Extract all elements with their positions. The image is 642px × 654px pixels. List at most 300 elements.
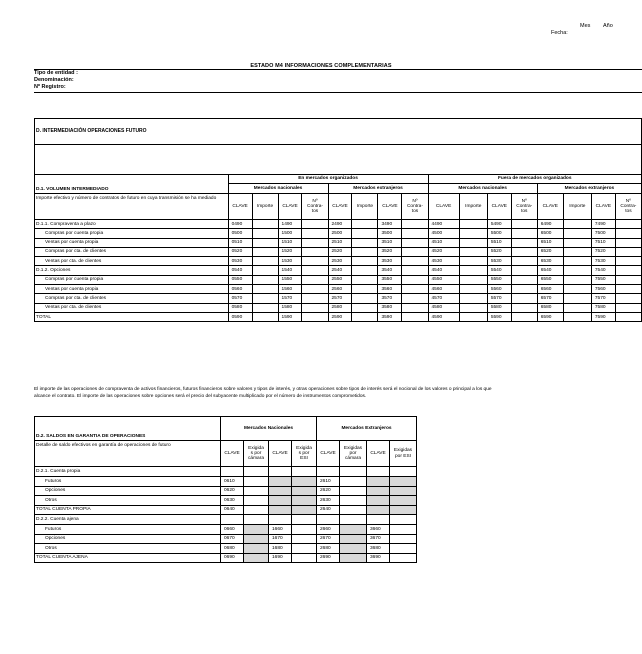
note-line-2: alcance el contrato. El importe de las operaciones sobre opciones será el precio del subyacente multiplicado por el número de instrumentos comprometidos.: [34, 393, 367, 399]
clave-code: 0640: [221, 505, 244, 515]
clave-code: 4590: [428, 312, 459, 321]
value-cell: [511, 257, 537, 266]
clave-code: 5580: [487, 303, 511, 312]
group-mercados-extranjeros: Mercados Extranjeros: [317, 417, 417, 441]
empty-cell: [317, 467, 340, 477]
clave-code: 4500: [428, 229, 459, 238]
table-row: [35, 553, 417, 563]
value-cell: [563, 303, 591, 312]
clave-code: 2500: [328, 229, 352, 238]
col-clave: CLAVE: [221, 441, 244, 467]
col-importe: Importe: [352, 194, 378, 220]
clave-code: 1690: [269, 553, 292, 563]
clave-code: 1500: [278, 229, 302, 238]
clave-code: 1540: [278, 266, 302, 275]
value-cell: [244, 496, 269, 506]
clave-code: 4540: [428, 266, 459, 275]
clave-code: 7570: [591, 294, 615, 303]
value-cell: [615, 312, 641, 321]
clave-code: 3570: [378, 294, 402, 303]
section-d-title: D. INTERMEDIACIÓN OPERACIONES FUTURO: [35, 119, 642, 145]
value-cell: [244, 486, 269, 496]
clave-code: 1530: [278, 257, 302, 266]
clave-code: 6540: [537, 266, 563, 275]
clave-code: 1580: [278, 303, 302, 312]
mes-label: Mes: [580, 23, 591, 29]
value-cell: [563, 312, 591, 321]
clave-code: 1550: [278, 275, 302, 284]
clave-code: 6510: [537, 238, 563, 247]
value-cell: [252, 294, 278, 303]
clave-code: 3540: [378, 266, 402, 275]
value-cell: [615, 303, 641, 312]
col-exigidas-camara: Exigidas por cámara: [340, 441, 367, 467]
clave-code: 4570: [428, 294, 459, 303]
shaded-cell: [390, 477, 417, 487]
blank-row: [35, 145, 642, 175]
value-cell: [402, 294, 428, 303]
clave-code: 1560: [278, 285, 302, 294]
clave-code: 7510: [591, 238, 615, 247]
clave-code: 0550: [228, 275, 252, 284]
clave-code: 5570: [487, 294, 511, 303]
clave-code: 3690: [367, 553, 390, 563]
value-cell: [292, 553, 317, 563]
saldos-garantia-table: [34, 416, 417, 563]
value-cell: [292, 534, 317, 544]
value-cell: [459, 220, 487, 229]
clave-code: 4560: [428, 285, 459, 294]
value-cell: [302, 312, 328, 321]
clave-code: 2550: [328, 275, 352, 284]
clave-code: 1660: [269, 525, 292, 535]
clave-code: 6560: [537, 285, 563, 294]
clave-code: 5590: [487, 312, 511, 321]
col-exigidas-esi: Exigidas por ESI: [390, 441, 417, 467]
row-label: Opciones: [35, 486, 221, 496]
table-row: [35, 220, 642, 229]
col-importe: Importe: [252, 194, 278, 220]
col-clave: CLAVE: [487, 194, 511, 220]
clave-code: 1520: [278, 247, 302, 256]
shaded-cell: [390, 486, 417, 496]
shaded-cell: [244, 544, 269, 554]
table-row: [35, 285, 642, 294]
empty-cell: [390, 515, 417, 525]
value-cell: [302, 266, 328, 275]
value-cell: [511, 220, 537, 229]
clave-code: 1670: [269, 534, 292, 544]
value-cell: [402, 275, 428, 284]
clave-code: 0610: [221, 477, 244, 487]
value-cell: [302, 247, 328, 256]
shaded-cell: [269, 486, 292, 496]
col-clave: CLAVE: [367, 441, 390, 467]
table-row: [35, 505, 417, 515]
clave-code: 1680: [269, 544, 292, 554]
clave-code: 0540: [228, 266, 252, 275]
empty-cell: [367, 515, 390, 525]
value-cell: [402, 266, 428, 275]
fecha-label: Fecha:: [551, 30, 568, 36]
section-label: D.2.1. Cuenta propia: [35, 467, 221, 477]
row-label: Compras por cta. de clientes: [35, 294, 229, 303]
clave-code: 2560: [328, 285, 352, 294]
clave-code: 1590: [278, 312, 302, 321]
table-row: [35, 238, 642, 247]
note-line-1: El importe de las operaciones de compraventa de activos financieros, futuros financieros sobre valores y tipos de interés, y otras operaciones sobre tipos de interés será el nocional de los valores o principal a los que: [34, 387, 492, 392]
clave-code: 3670: [367, 534, 390, 544]
col-clave: CLAVE: [428, 194, 459, 220]
clave-code: 7590: [591, 312, 615, 321]
value-cell: [352, 294, 378, 303]
value-cell: [352, 275, 378, 284]
value-cell: [340, 477, 367, 487]
clave-code: 1510: [278, 238, 302, 247]
section-d-header: [34, 118, 642, 175]
col-importe: Importe: [563, 194, 591, 220]
shaded-cell: [340, 553, 367, 563]
clave-code: 6520: [537, 247, 563, 256]
clave-code: 0500: [228, 229, 252, 238]
sub-mercados-nacionales: Mercados nacionales: [428, 184, 537, 194]
row-label: Otros: [35, 544, 221, 554]
value-cell: [302, 229, 328, 238]
table-row: [35, 303, 642, 312]
clave-code: 0510: [228, 238, 252, 247]
value-cell: [402, 303, 428, 312]
col-clave: CLAVE: [278, 194, 302, 220]
clave-code: 6550: [537, 275, 563, 284]
row-label: Compras por cuenta propia: [35, 275, 229, 284]
empty-cell: [340, 515, 367, 525]
clave-code: 7550: [591, 275, 615, 284]
clave-code: 3500: [378, 229, 402, 238]
value-cell: [459, 285, 487, 294]
clave-code: 2570: [328, 294, 352, 303]
clave-code: 0560: [228, 285, 252, 294]
value-cell: [563, 294, 591, 303]
value-cell: [563, 285, 591, 294]
col-clave: CLAVE: [269, 441, 292, 467]
clave-code: 5550: [487, 275, 511, 284]
value-cell: [390, 544, 417, 554]
row-label: TOTAL CUENTA AJENA: [35, 553, 221, 563]
clave-code: 4510: [428, 238, 459, 247]
value-cell: [459, 266, 487, 275]
table-row: [35, 496, 417, 506]
clave-code: 5560: [487, 285, 511, 294]
value-cell: [459, 294, 487, 303]
value-cell: [615, 257, 641, 266]
clave-code: 7500: [591, 229, 615, 238]
empty-cell: [244, 467, 269, 477]
volumen-intermediado-table: [34, 174, 642, 322]
clave-code: 0520: [228, 247, 252, 256]
empty-cell: [292, 515, 317, 525]
clave-code: 0680: [221, 544, 244, 554]
row-label: Futuros: [35, 477, 221, 487]
clave-code: 3580: [378, 303, 402, 312]
shaded-cell: [367, 477, 390, 487]
value-cell: [340, 486, 367, 496]
empty-cell: [269, 467, 292, 477]
value-cell: [511, 238, 537, 247]
clave-code: 0660: [221, 525, 244, 535]
shaded-cell: [244, 534, 269, 544]
row-label: Otros: [35, 496, 221, 506]
value-cell: [252, 266, 278, 275]
sub-mercados-extranjeros: Mercados extranjeros: [537, 184, 641, 194]
clave-code: 6580: [537, 303, 563, 312]
group-mercados-nacionales: Mercados Nacionales: [221, 417, 317, 441]
empty-cell: [292, 467, 317, 477]
value-cell: [390, 553, 417, 563]
row-label: Compras por cuenta propia: [35, 229, 229, 238]
group-en-mercados: En mercados organizados: [228, 175, 428, 184]
empty-cell: [390, 467, 417, 477]
tipo-entidad-label: Tipo de entidad :: [34, 70, 78, 76]
value-cell: [459, 229, 487, 238]
group-fuera-mercados: Fuera de mercados organizados: [428, 175, 642, 184]
clave-code: 0590: [228, 312, 252, 321]
clave-code: 7540: [591, 266, 615, 275]
value-cell: [511, 266, 537, 275]
empty-cell: [340, 467, 367, 477]
value-cell: [352, 220, 378, 229]
clave-code: 7560: [591, 285, 615, 294]
empty-cell: [317, 515, 340, 525]
clave-code: 2510: [328, 238, 352, 247]
page-title: ESTADO M4 INFORMACIONES COMPLEMENTARIAS: [250, 63, 392, 69]
col-clave: CLAVE: [591, 194, 615, 220]
shaded-cell: [340, 534, 367, 544]
value-cell: [511, 312, 537, 321]
clave-code: 0570: [228, 294, 252, 303]
anio-label: Año: [603, 23, 613, 29]
shaded-cell: [340, 525, 367, 535]
value-cell: [252, 247, 278, 256]
value-cell: [615, 294, 641, 303]
empty-cell: [221, 515, 244, 525]
clave-code: 0530: [228, 257, 252, 266]
value-cell: [252, 303, 278, 312]
clave-code: 0490: [228, 220, 252, 229]
clave-code: 0670: [221, 534, 244, 544]
clave-code: 3520: [378, 247, 402, 256]
clave-code: 1570: [278, 294, 302, 303]
value-cell: [252, 229, 278, 238]
clave-code: 4520: [428, 247, 459, 256]
value-cell: [615, 266, 641, 275]
clave-code: 7580: [591, 303, 615, 312]
value-cell: [292, 544, 317, 554]
value-cell: [402, 229, 428, 238]
shaded-cell: [292, 477, 317, 487]
clave-code: 2490: [328, 220, 352, 229]
clave-code: 3490: [378, 220, 402, 229]
table-row: [35, 477, 417, 487]
value-cell: [252, 285, 278, 294]
clave-code: 5490: [487, 220, 511, 229]
clave-code: 6490: [537, 220, 563, 229]
value-cell: [511, 285, 537, 294]
clave-code: 6500: [537, 229, 563, 238]
value-cell: [459, 238, 487, 247]
shaded-cell: [244, 553, 269, 563]
table-row: [35, 275, 642, 284]
section-row: [35, 515, 417, 525]
col-clave: CLAVE: [328, 194, 352, 220]
value-cell: [563, 220, 591, 229]
col-importe: Importe: [459, 194, 487, 220]
row-label: Compras por cta. de clientes: [35, 247, 229, 256]
value-cell: [352, 257, 378, 266]
value-cell: [563, 257, 591, 266]
value-cell: [352, 266, 378, 275]
clave-code: 2540: [328, 266, 352, 275]
row-label: Ventas por cuenta propia: [35, 238, 229, 247]
table-row: [35, 525, 417, 535]
value-cell: [244, 505, 269, 515]
table-row: [35, 229, 642, 238]
shaded-cell: [269, 505, 292, 515]
value-cell: [511, 275, 537, 284]
d1-title: D.1. VOLUMEN INTERMEDIADO: [35, 175, 229, 194]
col-clave: CLAVE: [317, 441, 340, 467]
clave-code: 2630: [317, 496, 340, 506]
value-cell: [402, 257, 428, 266]
shaded-cell: [244, 525, 269, 535]
clave-code: 0630: [221, 496, 244, 506]
row-label: TOTAL CUENTA PROPIA: [35, 505, 221, 515]
value-cell: [302, 294, 328, 303]
value-cell: [390, 525, 417, 535]
value-cell: [292, 525, 317, 535]
note-text: [34, 387, 642, 400]
empty-cell: [221, 467, 244, 477]
clave-code: 2590: [328, 312, 352, 321]
clave-code: 3660: [367, 525, 390, 535]
divider: [34, 92, 642, 93]
clave-code: 3680: [367, 544, 390, 554]
value-cell: [302, 275, 328, 284]
col-clave: CLAVE: [378, 194, 402, 220]
clave-code: 2530: [328, 257, 352, 266]
value-cell: [402, 312, 428, 321]
clave-code: 5510: [487, 238, 511, 247]
clave-code: 2580: [328, 303, 352, 312]
empty-cell: [269, 515, 292, 525]
value-cell: [459, 247, 487, 256]
value-cell: [459, 257, 487, 266]
empty-cell: [244, 515, 269, 525]
d1-description: Importe efectivo y número de contratos de futuro en cuya transmisión se ha mediado: [35, 194, 229, 220]
value-cell: [340, 505, 367, 515]
clave-code: 7530: [591, 257, 615, 266]
table-row: [35, 312, 642, 321]
shaded-cell: [269, 496, 292, 506]
value-cell: [563, 229, 591, 238]
clave-code: 5530: [487, 257, 511, 266]
col-exigidas-camara: Exigida s por cámara: [244, 441, 269, 467]
value-cell: [615, 275, 641, 284]
clave-code: 3590: [378, 312, 402, 321]
clave-code: 4580: [428, 303, 459, 312]
shaded-cell: [367, 505, 390, 515]
clave-code: 3550: [378, 275, 402, 284]
value-cell: [352, 229, 378, 238]
row-label: Ventas por cuenta propia: [35, 285, 229, 294]
clave-code: 5520: [487, 247, 511, 256]
row-label: D.1.2. Opciones: [35, 266, 229, 275]
value-cell: [302, 285, 328, 294]
clave-code: 2660: [317, 525, 340, 535]
empty-cell: [367, 467, 390, 477]
value-cell: [402, 247, 428, 256]
value-cell: [402, 220, 428, 229]
value-cell: [563, 247, 591, 256]
value-cell: [615, 220, 641, 229]
value-cell: [252, 238, 278, 247]
clave-code: 7490: [591, 220, 615, 229]
value-cell: [563, 275, 591, 284]
d2-title: D.2. SALDOS EN GARANTIA DE OPERACIONES: [35, 417, 221, 441]
clave-code: 4530: [428, 257, 459, 266]
clave-code: 0620: [221, 486, 244, 496]
shaded-cell: [292, 505, 317, 515]
value-cell: [615, 247, 641, 256]
value-cell: [511, 303, 537, 312]
col-exigidas-esi: Exigida s por ESI: [292, 441, 317, 467]
value-cell: [615, 229, 641, 238]
clave-code: 2640: [317, 505, 340, 515]
col-numero-contratos: Nº Contra- tos: [402, 194, 428, 220]
value-cell: [563, 266, 591, 275]
shaded-cell: [390, 505, 417, 515]
clave-code: 1490: [278, 220, 302, 229]
clave-code: 2520: [328, 247, 352, 256]
value-cell: [459, 312, 487, 321]
col-numero-contratos: Nº Contra- tos: [511, 194, 537, 220]
value-cell: [563, 238, 591, 247]
row-label: Opciones: [35, 534, 221, 544]
clave-code: 3510: [378, 238, 402, 247]
clave-code: 5540: [487, 266, 511, 275]
value-cell: [252, 257, 278, 266]
sub-mercados-extranjeros: Mercados extranjeros: [328, 184, 428, 194]
col-numero-contratos: Nº Contra- tos: [615, 194, 641, 220]
row-label: Ventas por cta. de clientes: [35, 257, 229, 266]
shaded-cell: [367, 486, 390, 496]
section-row: [35, 467, 417, 477]
clave-code: 4490: [428, 220, 459, 229]
clave-code: 3530: [378, 257, 402, 266]
row-label: TOTAL: [35, 312, 229, 321]
value-cell: [352, 238, 378, 247]
table-row: [35, 266, 642, 275]
table-row: [35, 294, 642, 303]
shaded-cell: [367, 496, 390, 506]
denominacion-label: Denominación:: [34, 77, 74, 83]
clave-code: 5500: [487, 229, 511, 238]
value-cell: [252, 275, 278, 284]
clave-code: 6570: [537, 294, 563, 303]
clave-code: 2680: [317, 544, 340, 554]
col-numero-contratos: Nº Contra- tos: [302, 194, 328, 220]
shaded-cell: [340, 544, 367, 554]
value-cell: [244, 477, 269, 487]
